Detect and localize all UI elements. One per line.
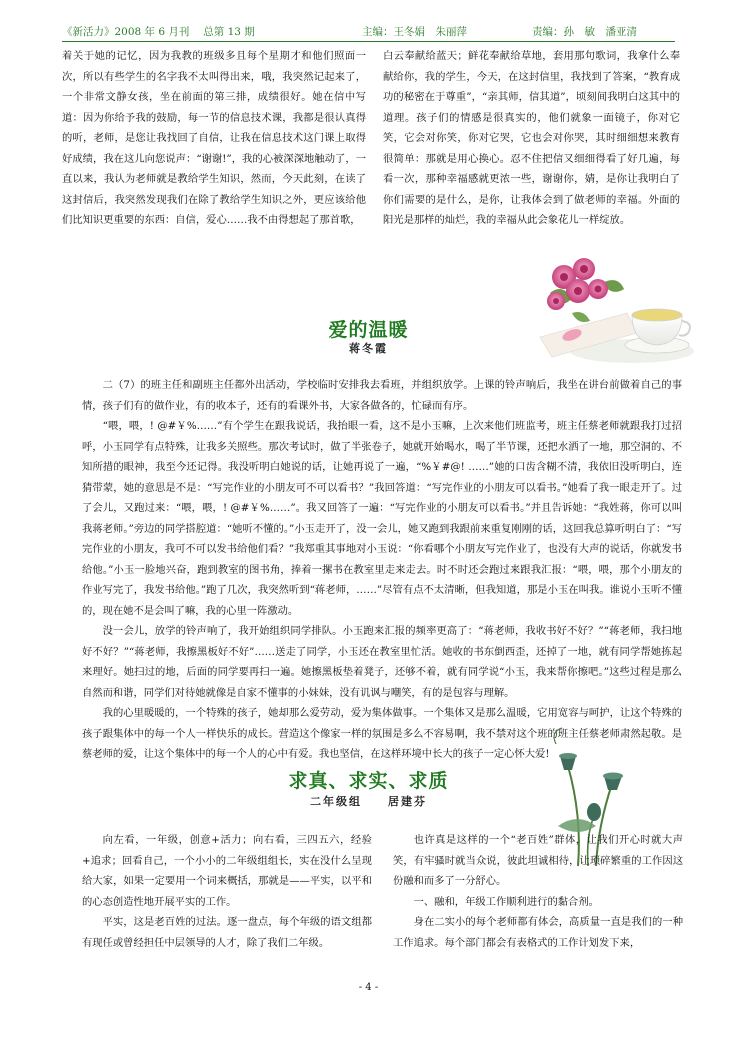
journal-issue: 《新活力》2008 年 6 月刊 总第 13 期	[62, 26, 255, 38]
responsible-editors: 责编：孙 敏 潘亚清	[532, 26, 637, 38]
paragraph: “喂，喂，! @#￥%……”有个学生在跟我说话，我抬眼一看，这不是小玉嘛，上次来他们班监考，班主任蔡老师就跟我打过招呼，小玉同学有点特殊，让我多关照些。那次考试时，做了半张卷子，她就开始喝水，喝了半节课，还把水洒了一地，那空洞的、不知所措的眼神，我至今还记得。我没听明白她说的话，让她再说了一遍，“%￥#@! ……”她的口齿含糊不清，我依旧没听明白，连猜带蒙，她的意思是不是：“写完作业的小朋友可不可以看书？”我回答道：“写完作业的小朋友可以看书。”她看了我一眼走开了。过了会儿，又跑过来：“喂，喂，! @#￥%……”。我又回答了一遍：“写完作业的小朋友可以看书。”并且告诉她：“我姓蒋，你可以叫我蒋老师。”旁边的同学搭腔道：“她听不懂的。”小玉走开了，没一会儿，她又跑到我跟前来重复刚刚的话，这回我总算听明白了：“写完作业的小朋友，我可不可以发书给他们看？”我郑重其事地对小玉说：“你看哪个小朋友写完作业了，也没有大声的说话，你就发书给他。”小玉一脸地兴奋，跑到教室的图书角，捧着一摞书在教室里走来走去。时不时还会跑过来跟我汇报：“喂，喂，那个小朋友的作业写完了，我发书给他。”跑了几次，我突然听到“蒋老师，……”尽管有点不太清晰，但我知道，那是小玉在叫我。谁说小玉听不懂的，现在她不是会叫了嘛，我的心里一阵激动。	[82, 420, 682, 617]
paragraph: 我的心里暖暖的，一个特殊的孩子，她却那么爱劳动，爱为集体做事。一个集体又是那么温暖，它用宽容与呵护，让这个特殊的孩子跟集体中的每一个人一样快乐的成长。营造这个像家一样的氛围是多么不容易啊，我不禁对这个班的班主任蔡老师肃然起敬。是蔡老师的爱，让这个集体中的每一个人的心中有爱。我也坚信，在这样环境中长大的孩子一定心怀大爱!	[82, 707, 682, 760]
top-article-left-column	[62, 46, 366, 231]
article-author: 二年级组 居建芬	[310, 795, 427, 808]
paragraph: 也许真是这样的一个“老百姓”群体，让我们开心时就大声笑，有牢骚时就当众说，彼此坦诚相待，让琐碎繁重的工作因这份融和而多了一分舒心。	[393, 834, 683, 887]
paragraph: 身在二实小的每个老师都有体会，高质量一直是我们的一种工作追求。每个部门都会有表格式的工作计划发下来，	[393, 916, 683, 949]
paragraph: 白云奉献给蓝天；鲜花奉献给草地，套用那句歌词，我拿什么奉献给你，我的学生，今天，在这封信里，我找到了答案，“教育成功的秘密在于尊重”，“亲其师，信其道”，顷刻间我明白这其中的道理。孩子们的情感是很真实的，他们就象一面镜子，你对它笑，它会对你笑，你对它哭，它也会对你哭，其时细细想来教育很简单：那就是用心换心。忍不住把信又细细得看了好几遍，每看一次，那种幸福感就更浓一些，谢谢你，婧，是你让我明白了你们需要的是什么，是你，让我体会到了做老师的幸福。外面的阳光是那样的灿烂，我的幸福从此会象花儿一样绽放。	[383, 50, 680, 226]
header-divider	[62, 41, 675, 42]
page-number: - 4 -	[358, 982, 379, 993]
chief-editors: 主编：王冬娟 朱丽萍	[362, 26, 467, 38]
paragraph: 平实，这是老百姓的过法。逐一盘点，每个年级的语文组都有现任或曾经担任中层领导的人才，除了我们二年级。	[82, 916, 372, 949]
paragraph: 没一会儿，放学的铃声响了，我开始组织同学排队。小玉跑来汇报的频率更高了：“蒋老师，我收书好不好？”“蒋老师，我扫地好不好？”“蒋老师，我擦黑板好不好”……送走了同学，小玉还在教室里忙活。她收的书东倒西歪，还掉了一地，就有同学帮她拣起来理好。她扫过的地，后面的同学要再扫一遍。她擦黑板垫着凳子，还够不着，就有同学说“小玉，我来帮你擦吧。”这些过程是那么自然而和谐，同学们对待她就像是自家不懂事的小妹妹，没有讥讽与嘲笑，有的是包容与理解。	[82, 625, 682, 699]
article-author: 蒋冬霞	[349, 342, 388, 355]
bottom-article-left-column	[82, 830, 372, 953]
article-title: 求真、求实、求质	[288, 770, 449, 792]
paragraph: 一、融和，年级工作顺利进行的黏合剂。	[413, 895, 599, 908]
bottom-article-right-column	[393, 830, 683, 953]
paragraph: 向左看，一年级，创意+活力；向右看，三四五六，经验+追求；回看自己，一个小小的二年级组组长，实在没什么呈现给大家，如果一定要用一个词来概括，那就是——平实，以平和的心态创造性地开展平实的工作。	[82, 834, 372, 908]
paragraph: 二（7）的班主任和副班主任都外出活动，学校临时安排我去看班，并组织放学。上课的铃声响后，我坐在讲台前做着自己的事情，孩子们有的做作业，有的收本子，还有的看课外书，大家各做各的，忙碌而有序。	[82, 379, 682, 412]
top-article-right-column	[383, 46, 680, 231]
article-title: 爱的温暖	[328, 319, 409, 341]
paragraph: 着关于她的记忆，因为我教的班级多且每个星期才和他们照面一次，所以有些学生的名字我不太叫得出来，哦，我突然记起来了，一个非常文静女孩，坐在前面的第三排，成绩很好。她在信中写道：因为你给予我的鼓励，每一节的信息技术课，我都是很认真得的听，老师，是您让我找回了自信，让我在信息技术这门课上取得好成绩，我在这儿向您说声：“谢谢!”，我的心被深深地触动了，一直以来，我认为老师就是教给学生知识，然而，今天此刻，在读了这封信后，我突然发现我们在除了教给学生知识之外，更应该给他们比知识更重要的东西：自信，爱心……我不由得想起了那首歌，	[62, 50, 366, 226]
middle-article-body	[82, 375, 682, 765]
running-header	[62, 24, 675, 40]
